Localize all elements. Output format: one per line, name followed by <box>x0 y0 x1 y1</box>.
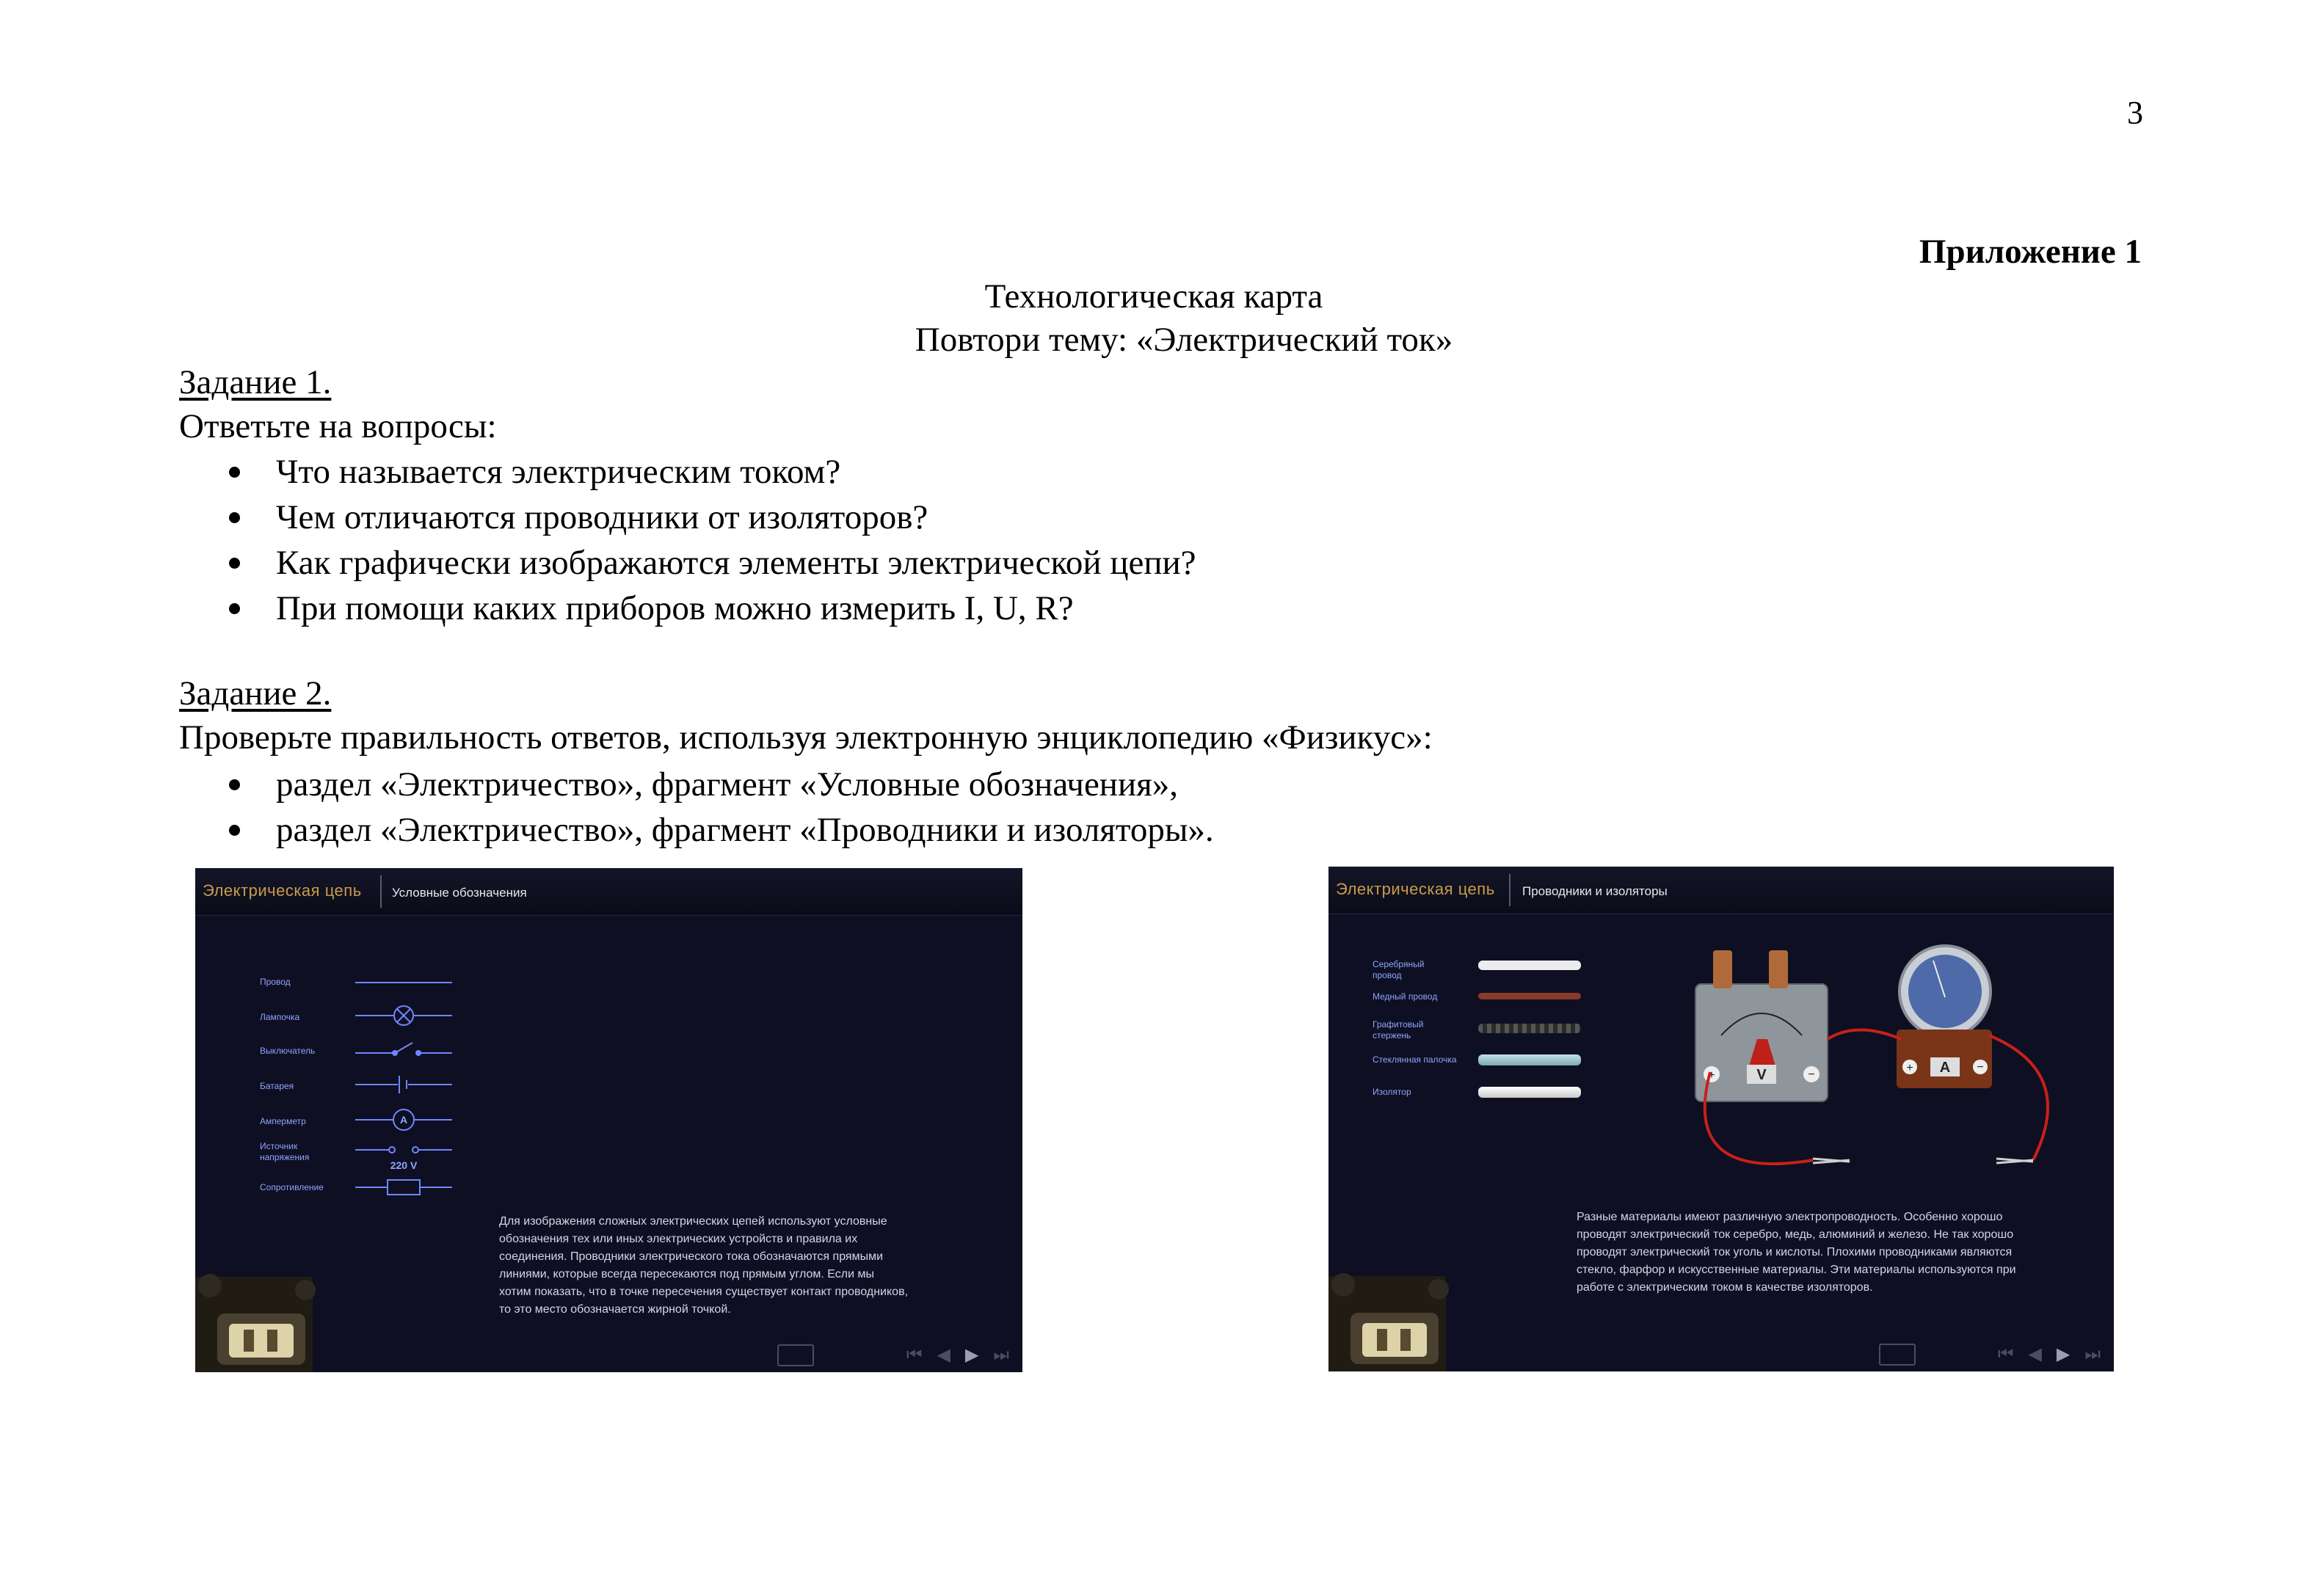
appendix-label: Приложение 1 <box>1919 233 2142 271</box>
ammeter-gauge-mark: A <box>1939 1060 1951 1076</box>
description-text: Разные материалы имеют различную электропроводность. Особенно хорошо проводят электрический ток серебро, медь, алюминий и железо. Не так хорошо проводят электрический ток уголь и кислоты. Плохими проводниками являются стекло, фарфор и искусственные материалы. Эти материалы используются при работе с электрическим током в качестве изоляторов. <box>1577 1211 2016 1294</box>
bullet-icon <box>229 467 240 478</box>
plus-icon: + <box>1906 1062 1913 1074</box>
glass-rod-sample <box>1478 1054 1581 1065</box>
document-title: Технологическая карта <box>984 277 1323 316</box>
task2-list <box>220 762 1214 853</box>
machine-decoration <box>195 1233 327 1372</box>
first-page-icon[interactable]: ⏮ <box>1997 1344 2014 1364</box>
voltage-source-symbol <box>352 1140 455 1173</box>
task1-intro: Ответьте на вопросы: <box>179 407 497 445</box>
task1-heading: Задание 1. <box>179 363 332 401</box>
switch-symbol <box>352 1038 455 1060</box>
material-label-copper: Медный провод <box>1373 991 1438 1002</box>
screenshot-conventional-symbols <box>195 868 1022 1372</box>
screenshot-header <box>195 868 1022 916</box>
legend-label-wire: Провод <box>260 977 291 987</box>
task2-intro: Проверьте правильность ответов, используя электронную энциклопедию «Физикус»: <box>179 718 1433 757</box>
legend-label-battery: Батарея <box>260 1081 294 1091</box>
screenshot-conductors-insulators <box>1328 867 2114 1371</box>
screenshot-header <box>1328 867 2114 914</box>
battery-symbol <box>352 1074 455 1096</box>
header-divider <box>1509 874 1511 906</box>
last-page-icon[interactable]: ⏭ <box>993 1345 1009 1365</box>
last-page-icon[interactable]: ⏭ <box>2084 1344 2101 1364</box>
first-page-icon[interactable]: ⏮ <box>906 1345 923 1365</box>
bullet-icon <box>229 558 240 569</box>
circuit-illustration <box>1681 940 2099 1189</box>
section-title: Электрическая цепь <box>203 881 362 900</box>
fragment-title: Проводники и изоляторы <box>1522 884 1668 898</box>
list-item: Как графически изображаются элементы электрической цепи? <box>220 540 1196 586</box>
fragment-title: Условные обозначения <box>392 886 527 900</box>
task1-list <box>220 449 1196 631</box>
plus-icon: + <box>1708 1069 1715 1082</box>
list-item: раздел «Электричество», фрагмент «Проводники и изоляторы». <box>220 807 1214 853</box>
silver-wire-sample <box>1478 961 1581 970</box>
list-item: Что называется электрическим током? <box>220 449 1196 495</box>
insulator-sample <box>1478 1087 1581 1098</box>
legend-label-ammeter: Амперметр <box>260 1116 306 1126</box>
bullet-icon <box>229 779 240 790</box>
legend-label-lamp: Лампочка <box>260 1012 300 1022</box>
previous-icon[interactable]: ◀ <box>937 1345 950 1365</box>
ammeter-mark: A <box>399 1114 408 1126</box>
minus-icon: − <box>1808 1068 1815 1081</box>
voltage-mark: 220 V <box>390 1159 418 1171</box>
description-text: Для изображения сложных электрических цепей используют условные обозначения тех или иных электрических устройств и правила их соединения. Проводники электрического тока обозначаются прямыми линиями, которые всегда пересекаются под прямым углом. Если мы хотим показать, что в точке пересечения существует контакт проводников, то это место обозначается жирной точкой. <box>499 1215 909 1316</box>
list-item: Чем отличаются проводники от изоляторов? <box>220 495 1196 540</box>
section-title: Электрическая цепь <box>1336 880 1495 898</box>
task2-heading: Задание 2. <box>179 674 332 713</box>
header-divider <box>380 875 382 908</box>
material-label-glass: Стеклянная палочка <box>1373 1054 1457 1065</box>
machine-decoration <box>1328 1232 1461 1371</box>
navigation-controls <box>906 1344 1009 1366</box>
voltmeter-mark: V <box>1756 1067 1767 1083</box>
material-label-silver: Серебряный провод <box>1373 959 1425 980</box>
wire-symbol <box>352 977 455 988</box>
navigation-controls <box>1998 1344 2101 1366</box>
ammeter-symbol <box>352 1107 455 1132</box>
resistor-symbol <box>352 1176 455 1198</box>
bullet-icon <box>229 603 240 614</box>
legend-label-resistor: Сопротивление <box>260 1182 324 1192</box>
bullet-icon <box>229 512 240 523</box>
material-label-insulator: Изолятор <box>1373 1087 1411 1097</box>
legend-label-voltage-source: Источник напряжения <box>260 1141 310 1162</box>
cassette-icon[interactable] <box>777 1344 814 1366</box>
legend-label-switch: Выключатель <box>260 1046 316 1056</box>
cassette-icon[interactable] <box>1879 1344 1916 1366</box>
list-item: При помощи каких приборов можно измерить I, U, R? <box>220 586 1196 631</box>
material-label-graphite: Графитовый стержень <box>1373 1019 1424 1041</box>
document-subtitle: Повтори тему: «Электрический ток» <box>915 321 1453 359</box>
bullet-icon <box>229 825 240 836</box>
graphite-rod-sample <box>1478 1024 1581 1033</box>
previous-icon[interactable]: ◀ <box>2028 1344 2042 1364</box>
page-number: 3 <box>2127 95 2143 131</box>
next-icon[interactable]: ▶ <box>964 1345 979 1365</box>
list-item: раздел «Электричество», фрагмент «Условные обозначения», <box>220 762 1214 807</box>
copper-wire-sample <box>1478 993 1581 999</box>
next-icon[interactable]: ▶ <box>2056 1344 2071 1364</box>
minus-icon: − <box>1977 1061 1984 1074</box>
lamp-symbol <box>352 1005 455 1027</box>
